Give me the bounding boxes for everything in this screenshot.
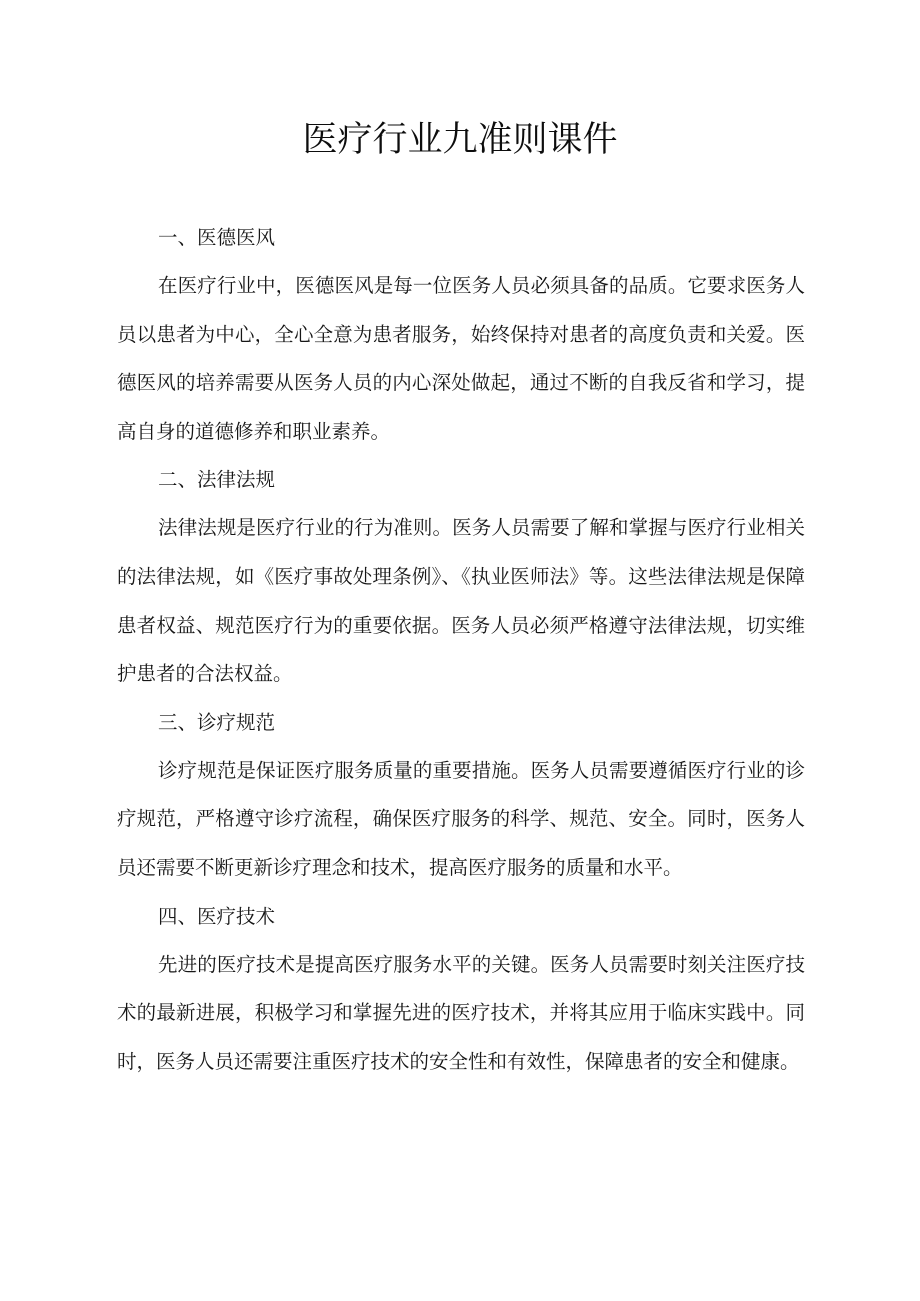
section-heading: 四、医疗技术	[158, 904, 276, 928]
section-medical-ethics	[117, 214, 805, 456]
document-title: 医疗行业九准则课件	[302, 120, 618, 160]
section-paragraph: 诊疗规范是保证医疗服务质量的重要措施。医务人员需要遵循医疗行业的诊疗规范，严格遵守诊疗流程，确保医疗服务的科学、规范、安全。同时，医务人员还需要不断更新诊疗理念和技术，提高医疗服务的质量和水平。	[117, 758, 805, 879]
section-paragraph: 法律法规是医疗行业的行为准则。医务人员需要了解和掌握与医疗行业相关的法律法规，如《医疗事故处理条例》、《执业医师法》等。这些法律法规是保障患者权益、规范医疗行为的重要依据。医务人员必须严格遵守法律法规，切实维护患者的合法权益。	[117, 516, 805, 686]
section-clinical-standards	[117, 699, 805, 893]
section-laws-regulations	[117, 456, 805, 698]
section-paragraph: 先进的医疗技术是提高医疗服务水平的关键。医务人员需要时刻关注医疗技术的最新进展，积极学习和掌握先进的医疗技术，并将其应用于临床实践中。同时，医务人员还需要注重医疗技术的安全性和有效性，保障患者的安全和健康。	[117, 952, 805, 1073]
section-medical-technology	[117, 893, 805, 1087]
document-content	[117, 214, 805, 1086]
section-paragraph: 在医疗行业中，医德医风是每一位医务人员必须具备的品质。它要求医务人员以患者为中心，全心全意为患者服务，始终保持对患者的高度负责和关爱。医德医风的培养需要从医务人员的内心深处做起，通过不断的自我反省和学习，提高自身的道德修养和职业素养。	[117, 274, 805, 443]
section-heading: 二、法律法规	[158, 468, 276, 492]
section-heading: 三、诊疗规范	[158, 710, 276, 734]
section-heading: 一、医德医风	[158, 226, 276, 249]
